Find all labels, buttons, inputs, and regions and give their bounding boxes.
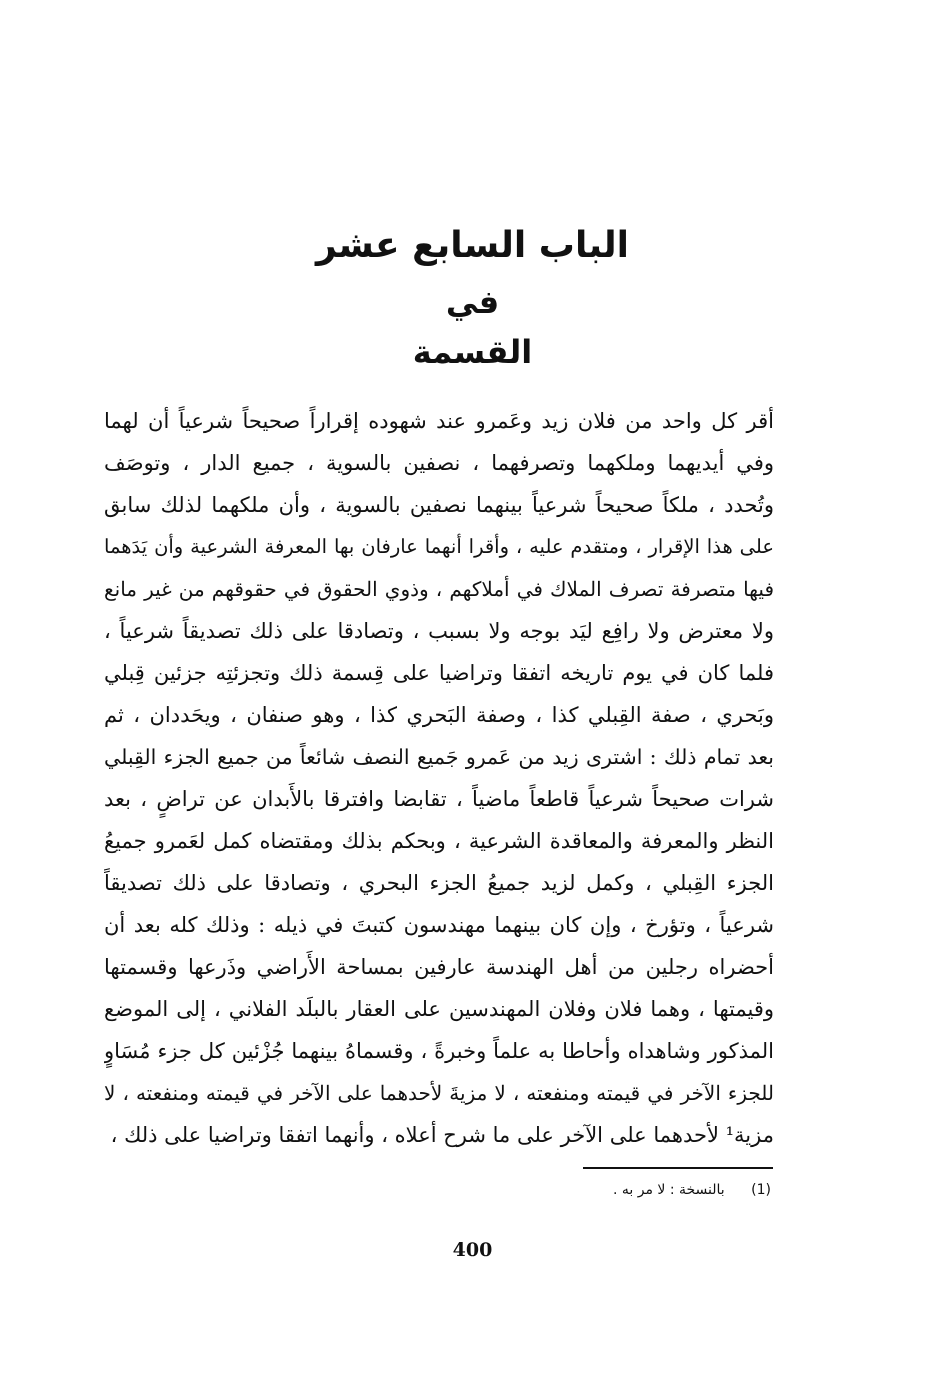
text-line: النظر والمعرفة والمعاقدة الشرعية ، وبحكم بذلك ومقتضاه كمل لعَمرو جميعُ (104, 829, 774, 853)
text-line: أقر كل واحد من فلان زيد وعَمرو عند شهوده إقراراً صحيحاً شرعياً أن لهما (104, 409, 774, 433)
text-line: ولا معترض ولا رافِع ليَد بوجه ولا بسبب ، وتصادقا على ذلك تصديقاً شرعياً ، (104, 619, 774, 643)
footnote-divider (583, 1167, 773, 1169)
text-line: أحضراه رجلين من أهل الهندسة عارفين بمساحة الأَراضي وذَرعها وقسمتها (104, 955, 774, 979)
text-line: للجزء الآخر في قيمته ومنفعته ، لا مزيةَ لأحدهما على الآخر في قيمته ومنفعته ، لا (104, 1081, 774, 1105)
page-number: 400 (452, 1239, 493, 1261)
text-line: وتُحدد ، ملكاً صحيحاً شرعياً بينهما نصفين بالسوية ، وأن ملكهما لذلك سابق (104, 493, 774, 517)
footnote-number: (1) (751, 1182, 771, 1198)
text-line: الجزء القِبلي ، وكمل لزيد جميعُ الجزء البحري ، وتصادقا على ذلك تصديقاً (104, 871, 774, 895)
text-line: وفي أيديهما وملكهما وتصرفهما ، نصفين بالسوية ، جميع الدار ، وتوصَف (104, 451, 774, 475)
body-paragraph (104, 400, 774, 1156)
text-line: فيها متصرفة تصرف الملاك في أملاكهم ، وذوي الحقوق في حقوقهم من غير مانع (104, 577, 774, 601)
text-line: وقيمتها ، وهما فلان وفلان المهندسين على العقار بالبلَد الفلاني ، إلى الموضع (104, 997, 774, 1021)
chapter-title: الباب السابع عشر (315, 225, 630, 266)
text-line: شرات صحيحاً شرعياً قاطعاً ماضياً ، تقابضا وافترقا بالأَبدان عن تراضٍ ، بعد (104, 787, 774, 811)
text-line: المذكور وشاهداه وأحاطا به علماً وخبرةً ، وقسماهُ بينهما جُزْئين كل جزء مُسَاوٍ (104, 1039, 774, 1063)
footnote-text: بالنسخة : لا مر به . (612, 1182, 725, 1198)
footnote (613, 1178, 771, 1202)
text-line: بعد تمام ذلك : اشترى زيد من عَمرو جَميع النصف شائعاً من جميع الجزء القِبلي (104, 745, 774, 769)
text-line: مزية¹ لأحدهما على الآخر على ما شرح أعلاه ، وأنهما اتفقا وتراضيا على ذلك ، (110, 1123, 774, 1147)
chapter-preposition: في (445, 283, 500, 321)
text-line: فلما كان في يوم تاريخه اتفقا وتراضيا على قِسمة ذلك وتجزئتِه جزئين قِبلي (104, 661, 774, 685)
text-line: على هذا الإقرار ، ومتقدم عليه ، وأقرا أنهما عارفان بها المعرفة الشرعية وأن يَدَهما (104, 535, 774, 558)
chapter-subject: القسمة (412, 333, 533, 371)
text-line: وبَحري ، صفة القِبلي كذا ، وصفة البَحري كذا ، وهو صنفان ، ويحَددان ، ثم (104, 703, 774, 727)
text-line: شرعياً ، وتؤرخ ، وإن كان بينهما مهندسون كتبتَ في ذيله : وذلك كله بعد أن (104, 913, 774, 937)
